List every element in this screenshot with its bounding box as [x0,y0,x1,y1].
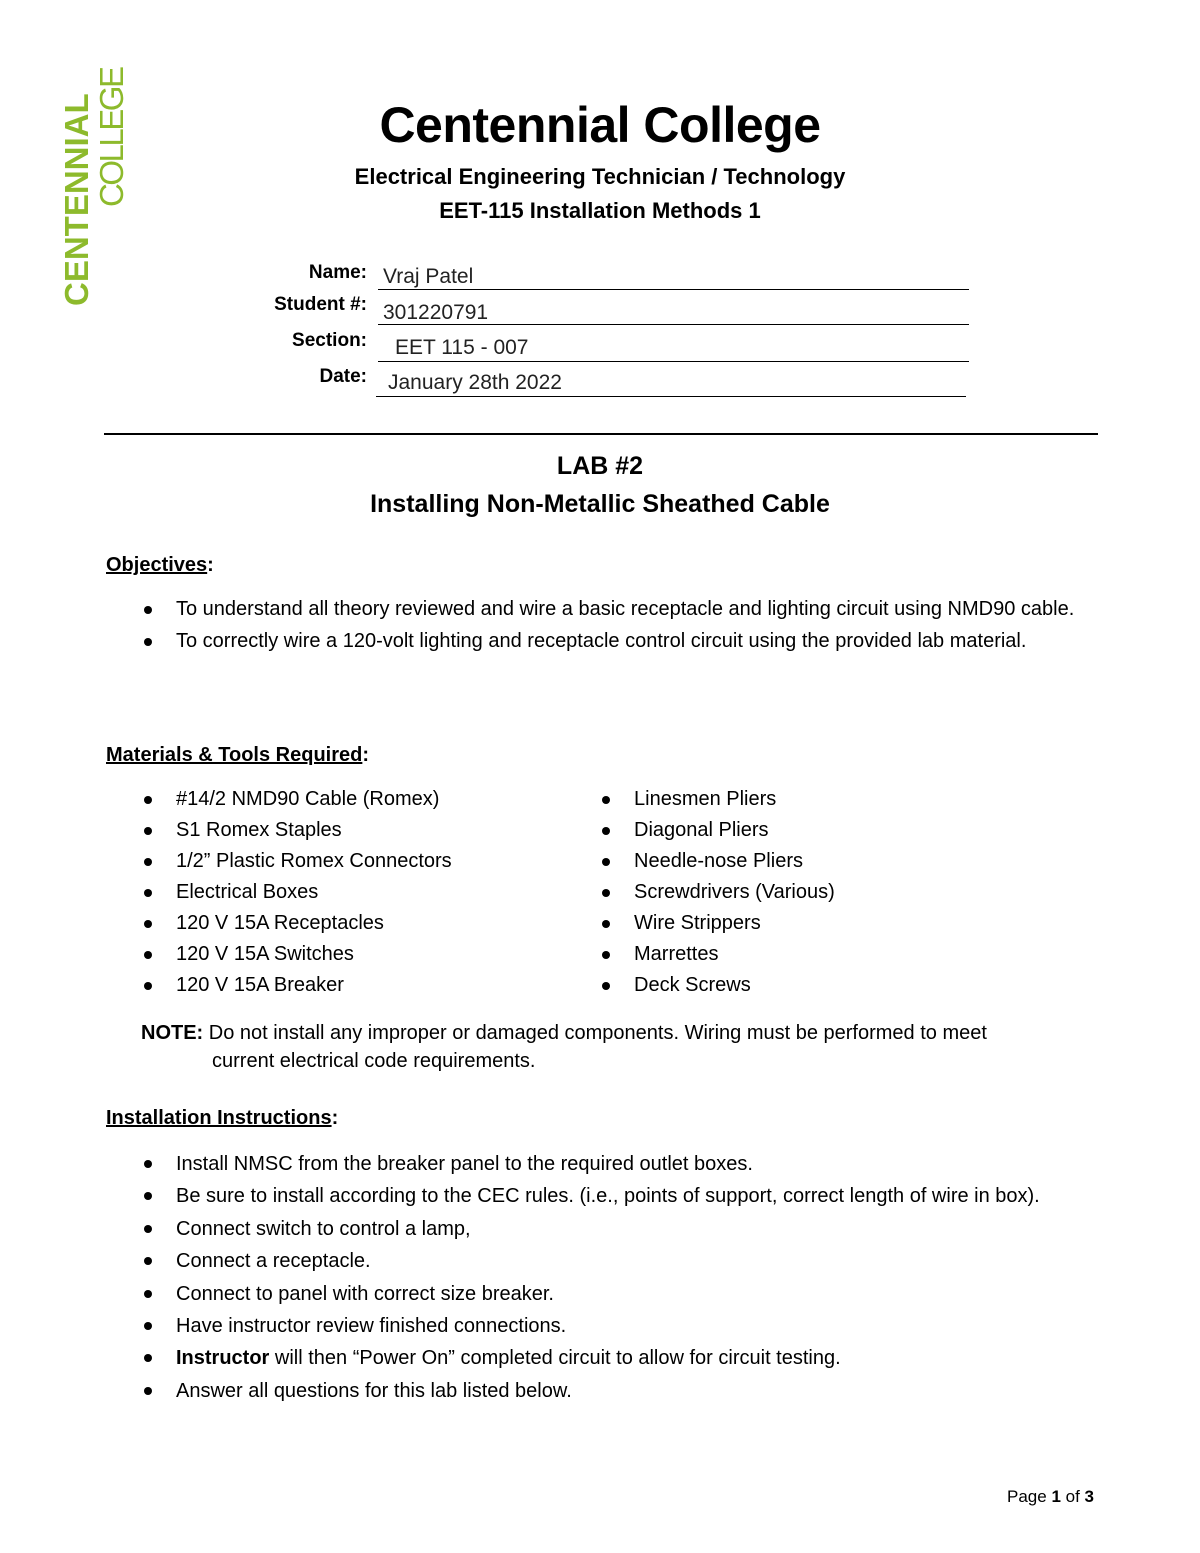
material-item: 120 V 15A Receptacles [141,908,571,939]
student-number-underline [378,324,969,325]
tool-item: Diagonal Pliers [599,815,1029,846]
page-of: of [1060,1487,1085,1506]
note-block [141,1019,1101,1075]
course-name: EET-115 Installation Methods 1 [439,198,761,223]
section-underline [378,361,969,362]
section-value: EET 115 - 007 [395,336,529,359]
date-value: January 28th 2022 [388,371,562,394]
instruction-item: Have instructor review finished connections. [141,1310,1151,1342]
student-number-value: 301220791 [383,301,489,324]
installation-list [141,1148,1151,1407]
materials-heading-colon: : [362,744,370,766]
name-underline [378,289,969,290]
page-total: 3 [1084,1487,1094,1506]
note-label: NOTE: [141,1022,204,1044]
tool-item: Deck Screws [599,970,1029,1001]
page-title: Centennial College [379,97,821,153]
tool-item: Wire Strippers [599,908,1029,939]
objectives-list [141,594,1101,658]
date-label: Date: [319,366,367,387]
instruction-item: Connect a receptacle. [141,1245,1151,1277]
date-underline [376,396,966,397]
note-line-2: current electrical code requirements. [212,1050,536,1072]
installation-heading-text: Installation Instructions [106,1107,332,1129]
tool-item: Linesmen Pliers [599,784,1029,815]
lab-title: Installing Non-Metallic Sheathed Cable [370,490,830,518]
tool-item: Marrettes [599,939,1029,970]
installation-heading [106,1107,338,1130]
instruction-item: Connect switch to control a lamp, [141,1213,1151,1245]
page-number [1007,1487,1094,1507]
logo-word-college: COLLEGE [93,66,130,207]
page-current: 1 [1051,1487,1061,1506]
objectives-heading-text: Objectives [106,554,208,576]
name-value: Vraj Patel [383,265,474,288]
name-label: Name: [308,262,367,283]
note-line-1: Do not install any improper or damaged components. Wiring must be performed to meet [203,1022,987,1044]
objectives-heading [106,554,214,577]
material-item: 1/2” Plastic Romex Connectors [141,846,571,877]
material-item: S1 Romex Staples [141,815,571,846]
program-name: Electrical Engineering Technician / Technology [354,164,846,189]
objective-item [141,626,1101,657]
header-divider [104,433,1098,435]
logo-word-centennial: CENTENNIAL [58,93,95,306]
objective-text: To correctly wire a 120-volt lighting and receptacle control circuit using the provided lab material. [176,630,1027,652]
material-item: 120 V 15A Switches [141,939,571,970]
objectives-heading-colon: : [207,554,214,576]
materials-list-left [141,784,571,1001]
objective-item [141,594,1101,625]
tool-item: Needle-nose Pliers [599,846,1029,877]
materials-list-right [599,784,1029,1001]
instruction-item [141,1342,1151,1374]
material-item: #14/2 NMD90 Cable (Romex) [141,784,571,815]
page-label: Page [1007,1487,1052,1506]
instruction-item: Install NMSC from the breaker panel to the required outlet boxes. [141,1148,1151,1180]
objective-text: To understand all theory reviewed and wire a basic receptacle and lighting circuit using NMD90 cable. [176,598,1075,620]
student-number-label: Student #: [274,294,367,315]
material-item: Electrical Boxes [141,877,571,908]
installation-heading-colon: : [331,1107,339,1129]
section-label: Section: [292,330,367,351]
instructor-emphasis: Instructor [176,1347,270,1370]
materials-heading [106,744,369,767]
tool-item: Screwdrivers (Various) [599,877,1029,908]
materials-heading-text: Materials & Tools Required [106,744,363,766]
instruction-text: will then “Power On” completed circuit to allow for circuit testing. [269,1347,841,1370]
material-item: 120 V 15A Breaker [141,970,571,1001]
instruction-item: Be sure to install according to the CEC rules. (i.e., points of support, correct length of wire in box). [141,1180,1151,1212]
lab-number: LAB #2 [556,452,644,480]
instruction-item: Connect to panel with correct size breaker. [141,1278,1151,1310]
instruction-item: Answer all questions for this lab listed below. [141,1375,1151,1407]
